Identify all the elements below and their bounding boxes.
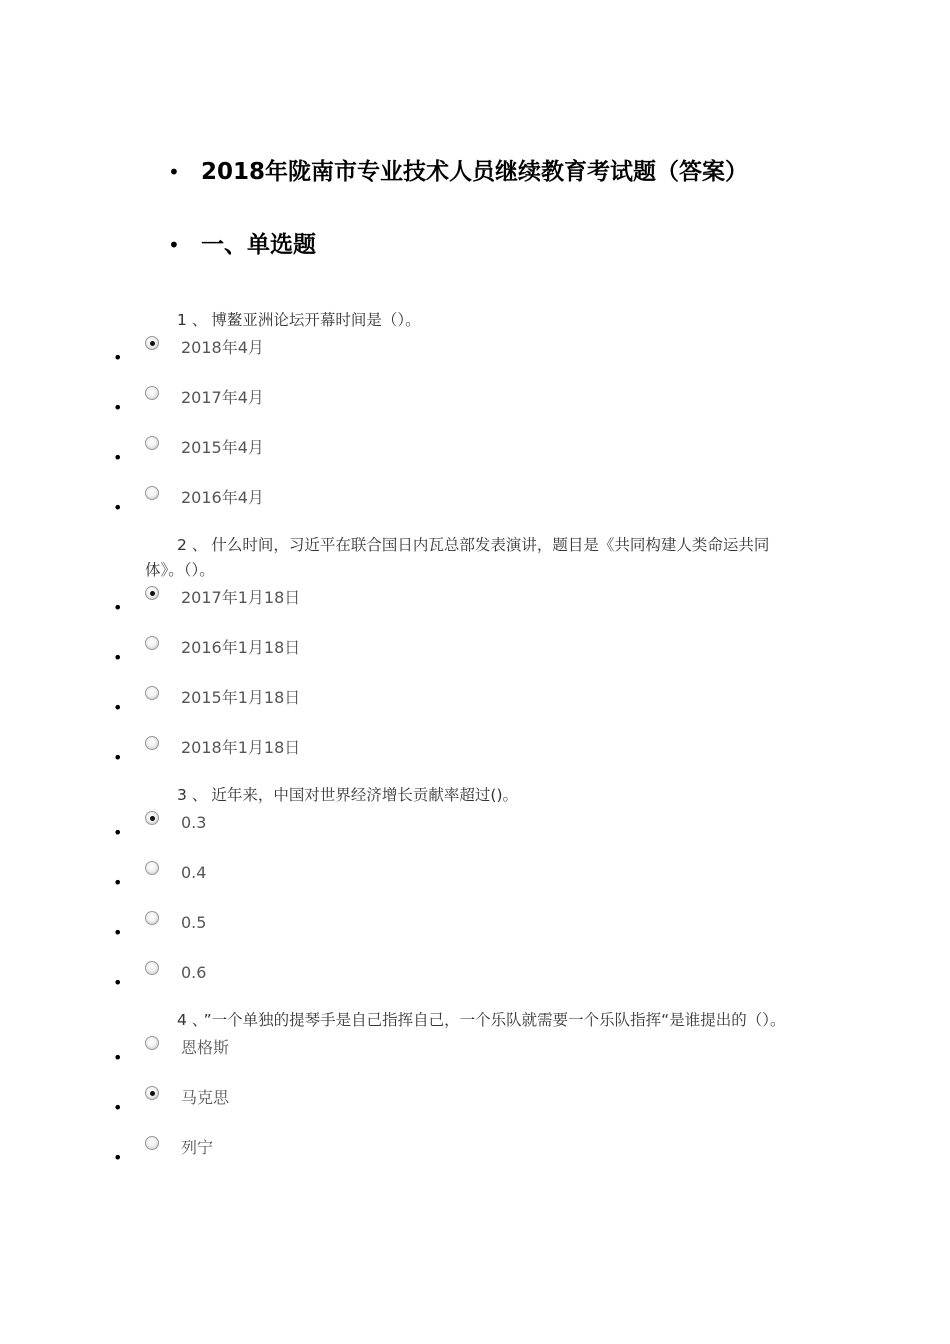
radio-unchecked-icon[interactable] — [145, 486, 159, 500]
bullet-icon: • — [113, 748, 123, 767]
question-number: 3 — [177, 786, 187, 804]
answer-option-label: 2015年4月 — [181, 438, 264, 457]
answer-option-label: 2016年4月 — [181, 488, 264, 507]
answer-option-label: 0.5 — [181, 913, 207, 932]
bullet-icon: • — [113, 1098, 123, 1117]
answer-option-label: 0.6 — [181, 963, 207, 982]
bullet-icon: • — [113, 873, 123, 892]
answer-option[interactable] — [0, 1133, 950, 1183]
question-stem — [145, 533, 807, 583]
radio-unchecked-icon[interactable] — [145, 911, 159, 925]
document-title: 2018年陇南市专业技术人员继续教育考试题（答案） — [201, 159, 749, 185]
document-title-item — [0, 152, 950, 192]
bullet-icon: • — [113, 448, 123, 467]
question-text: ”一个单独的提琴手是自己指挥自己，一个乐队就需要一个乐队指挥“是谁提出的（）。 — [203, 1011, 786, 1029]
question-list — [0, 308, 950, 1183]
answer-option-label: 0.3 — [181, 813, 207, 832]
question-text: 什么时间，习近平在联合国日内瓦总部发表演讲，题目是《共同构建人类命运共同体》。（）。 — [145, 536, 770, 579]
question-number: 2 — [177, 536, 187, 554]
answer-option-label: 列宁 — [181, 1138, 214, 1157]
question-1 — [0, 308, 950, 533]
radio-unchecked-icon[interactable] — [145, 1036, 159, 1050]
bullet-icon: • — [113, 923, 123, 942]
answer-option[interactable] — [0, 583, 950, 633]
radio-unchecked-icon[interactable] — [145, 386, 159, 400]
bullet-icon: • — [113, 398, 123, 417]
question-number-separator: 、 — [191, 1011, 200, 1029]
question-2 — [0, 533, 950, 783]
answer-option[interactable] — [0, 683, 950, 733]
answer-option-label: 2015年1月18日 — [181, 688, 301, 707]
bullet-icon: • — [168, 160, 180, 184]
answer-option[interactable] — [0, 908, 950, 958]
answer-option[interactable] — [0, 633, 950, 683]
answer-option-label: 2017年4月 — [181, 388, 264, 407]
answer-option[interactable] — [0, 1083, 950, 1133]
bullet-icon: • — [113, 348, 123, 367]
question-stem — [145, 308, 807, 333]
bullet-icon: • — [113, 823, 123, 842]
question-text: 博鳌亚洲论坛开幕时间是（）。 — [211, 311, 421, 329]
answer-option-label: 恩格斯 — [181, 1038, 230, 1057]
question-text: 近年来，中国对世界经济增长贡献率超过()。 — [211, 786, 518, 804]
radio-checked-icon[interactable] — [145, 586, 159, 600]
answer-option-label: 2017年1月18日 — [181, 588, 301, 607]
answer-option[interactable] — [0, 858, 950, 908]
bullet-icon: • — [113, 1048, 123, 1067]
question-3 — [0, 783, 950, 1008]
answer-option[interactable] — [0, 333, 950, 383]
bullet-icon: • — [113, 1148, 123, 1167]
answer-option[interactable] — [0, 1033, 950, 1083]
answer-option-label: 2016年1月18日 — [181, 638, 301, 657]
question-number-separator: 、 — [191, 536, 208, 554]
radio-unchecked-icon[interactable] — [145, 636, 159, 650]
radio-checked-icon[interactable] — [145, 1086, 159, 1100]
radio-unchecked-icon[interactable] — [145, 436, 159, 450]
radio-unchecked-icon[interactable] — [145, 1136, 159, 1150]
answer-option-label: 2018年1月18日 — [181, 738, 301, 757]
question-4 — [0, 1008, 950, 1183]
radio-checked-icon[interactable] — [145, 811, 159, 825]
answer-option[interactable] — [0, 433, 950, 483]
bullet-icon: • — [113, 598, 123, 617]
bullet-icon: • — [113, 698, 123, 717]
answer-option[interactable] — [0, 958, 950, 1008]
question-number-separator: 、 — [191, 786, 208, 804]
section-heading-item — [0, 225, 950, 265]
answer-option-label: 0.4 — [181, 863, 207, 882]
answer-option[interactable] — [0, 733, 950, 783]
radio-unchecked-icon[interactable] — [145, 961, 159, 975]
answer-option[interactable] — [0, 383, 950, 433]
radio-unchecked-icon[interactable] — [145, 861, 159, 875]
question-number: 4 — [177, 1011, 187, 1029]
section-heading: 一、单选题 — [201, 232, 316, 258]
bullet-icon: • — [113, 648, 123, 667]
question-stem — [145, 783, 807, 808]
radio-unchecked-icon[interactable] — [145, 736, 159, 750]
radio-unchecked-icon[interactable] — [145, 686, 159, 700]
bullet-icon: • — [113, 973, 123, 992]
bullet-icon: • — [168, 233, 180, 257]
answer-option-label: 2018年4月 — [181, 338, 264, 357]
answer-option[interactable] — [0, 808, 950, 858]
radio-checked-icon[interactable] — [145, 336, 159, 350]
question-number: 1 — [177, 311, 187, 329]
question-stem — [145, 1008, 807, 1033]
question-number-separator: 、 — [191, 311, 208, 329]
answer-option-label: 马克思 — [181, 1088, 230, 1107]
bullet-icon: • — [113, 498, 123, 517]
answer-option[interactable] — [0, 483, 950, 533]
